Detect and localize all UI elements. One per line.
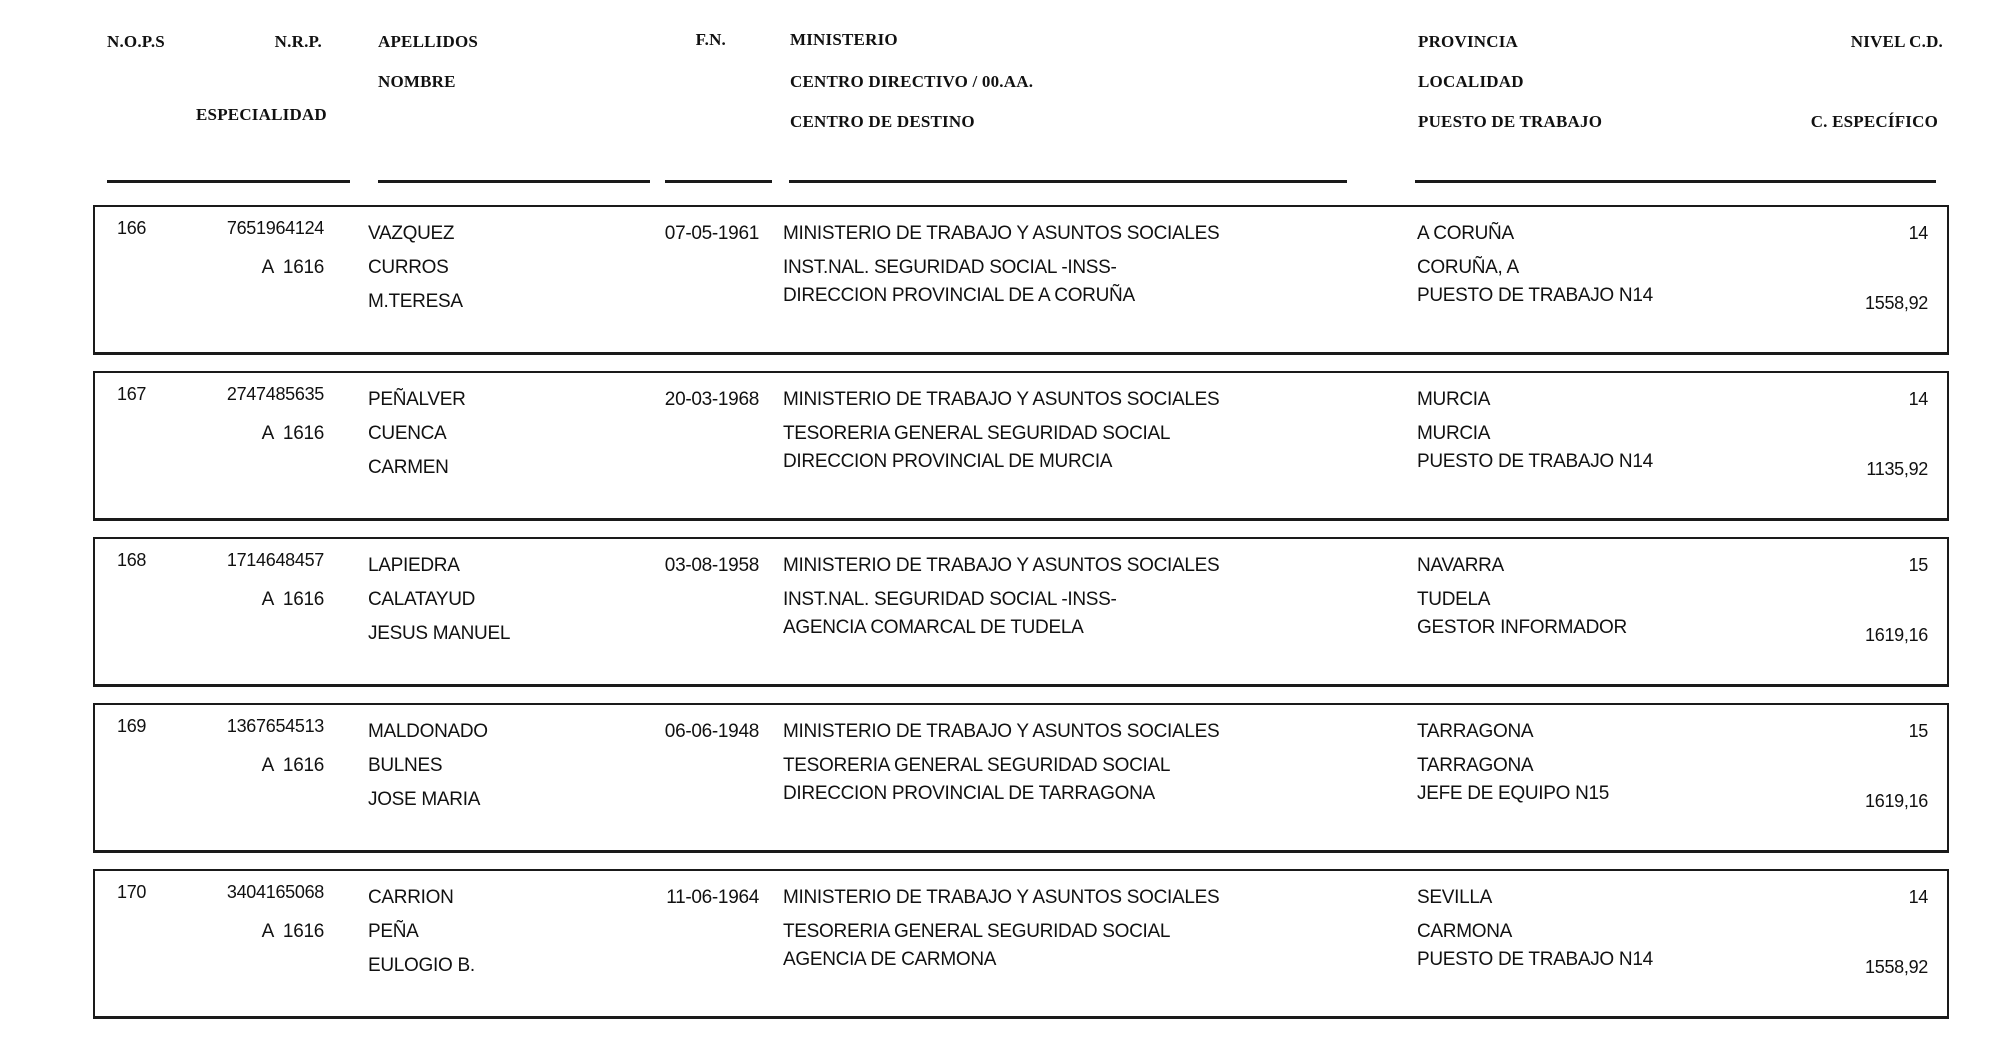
record-nops: 168: [117, 550, 147, 570]
record-nivel: 15: [1908, 555, 1928, 575]
record-centro-directivo: TESORERIA GENERAL SEGURIDAD SOCIAL: [783, 755, 1171, 776]
record-localidad: CARMONA: [1417, 921, 1513, 942]
record-especialidad: A 1616: [261, 589, 324, 610]
record-especifico: 1135,92: [1866, 459, 1928, 479]
record-localidad: MURCIA: [1417, 423, 1491, 444]
record-nombre: EULOGIO B.: [368, 955, 475, 976]
record-apellido1: LAPIEDRA: [368, 555, 460, 576]
record-apellido1: CARRION: [368, 887, 454, 908]
record-localidad: CORUÑA, A: [1417, 257, 1519, 278]
header-underline-4: [789, 180, 1347, 183]
record-especialidad: A 1616: [261, 921, 324, 942]
record-especialidad: A 1616: [261, 257, 324, 278]
record-nivel: 14: [1908, 887, 1928, 907]
header-underline-2: [378, 180, 650, 183]
header-localidad: LOCALIDAD: [1418, 72, 1524, 91]
record-puesto: PUESTO DE TRABAJO N14: [1417, 451, 1653, 472]
record-fn: 03-08-1958: [664, 555, 759, 576]
header-centro-destino: CENTRO DE DESTINO: [790, 112, 975, 131]
record-centro-destino: DIRECCION PROVINCIAL DE TARRAGONA: [783, 783, 1155, 804]
record-apellido1: VAZQUEZ: [368, 223, 455, 244]
record-nops: 166: [117, 218, 147, 238]
record-ministerio: MINISTERIO DE TRABAJO Y ASUNTOS SOCIALES: [783, 887, 1220, 908]
record-box: [93, 537, 1949, 687]
record-box: [93, 205, 1949, 355]
record-especifico: 1558,92: [1865, 957, 1928, 977]
record-centro-destino: AGENCIA COMARCAL DE TUDELA: [783, 617, 1084, 638]
record-nrp: 1714648457: [226, 550, 324, 570]
record-centro-destino: DIRECCION PROVINCIAL DE A CORUÑA: [783, 285, 1135, 306]
record-puesto: PUESTO DE TRABAJO N14: [1417, 285, 1653, 306]
record-fn: 07-05-1961: [664, 223, 759, 244]
record-centro-directivo: TESORERIA GENERAL SEGURIDAD SOCIAL: [783, 921, 1171, 942]
record-provincia: A CORUÑA: [1417, 223, 1514, 244]
record-nombre: JOSE MARIA: [368, 789, 481, 810]
record-apellido1: PEÑALVER: [368, 389, 466, 410]
record-nrp: 1367654513: [226, 716, 324, 736]
record-nrp: 3404165068: [226, 882, 324, 902]
record-ministerio: MINISTERIO DE TRABAJO Y ASUNTOS SOCIALES: [783, 389, 1220, 410]
record-nops: 170: [117, 882, 147, 902]
record-localidad: TUDELA: [1417, 589, 1491, 610]
record-apellido2: CALATAYUD: [368, 589, 476, 610]
record-localidad: TARRAGONA: [1417, 755, 1534, 776]
record-fn: 11-06-1964: [666, 887, 759, 908]
record-ministerio: MINISTERIO DE TRABAJO Y ASUNTOS SOCIALES: [783, 721, 1220, 742]
record-apellido1: MALDONADO: [368, 721, 488, 742]
record-ministerio: MINISTERIO DE TRABAJO Y ASUNTOS SOCIALES: [783, 555, 1220, 576]
header-fn: F.N.: [695, 30, 726, 49]
record-apellido2: PEÑA: [368, 921, 419, 942]
record-provincia: TARRAGONA: [1417, 721, 1534, 742]
record-box: [93, 371, 1949, 521]
record-box: [93, 869, 1949, 1019]
record-nivel: 15: [1908, 721, 1928, 741]
header-apellidos: APELLIDOS: [378, 32, 479, 51]
record-nops: 169: [117, 716, 147, 736]
header-underline-3: [665, 180, 772, 183]
header-provincia: PROVINCIA: [1418, 32, 1519, 51]
record-puesto: JEFE DE EQUIPO N15: [1417, 783, 1610, 804]
record-nrp: 2747485635: [226, 384, 324, 404]
header-nops: N.O.P.S: [107, 32, 165, 51]
header-nrp: N.R.P.: [274, 32, 322, 51]
record-puesto: PUESTO DE TRABAJO N14: [1417, 949, 1653, 970]
record-box: [93, 703, 1949, 853]
record-centro-directivo: INST.NAL. SEGURIDAD SOCIAL -INSS-: [783, 589, 1117, 610]
record-apellido2: CUENCA: [368, 423, 447, 444]
record-fn: 20-03-1968: [664, 389, 759, 410]
record-nombre: CARMEN: [368, 457, 449, 478]
record-especifico: 1558,92: [1865, 293, 1928, 313]
record-provincia: MURCIA: [1417, 389, 1491, 410]
record-nrp: 7651964124: [226, 218, 324, 238]
record-centro-directivo: INST.NAL. SEGURIDAD SOCIAL -INSS-: [783, 257, 1117, 278]
record-puesto: GESTOR INFORMADOR: [1417, 617, 1627, 638]
header-ministerio: MINISTERIO: [790, 30, 898, 49]
record-apellido2: BULNES: [368, 755, 443, 776]
record-especialidad: A 1616: [261, 423, 324, 444]
header-nivel: NIVEL C.D.: [1850, 32, 1943, 51]
record-apellido2: CURROS: [368, 257, 449, 278]
record-provincia: NAVARRA: [1417, 555, 1504, 576]
header-especialidad: ESPECIALIDAD: [196, 105, 327, 124]
header-centro-directivo: CENTRO DIRECTIVO / 00.AA.: [790, 72, 1034, 91]
record-fn: 06-06-1948: [664, 721, 759, 742]
record-provincia: SEVILLA: [1417, 887, 1493, 908]
header-nombre: NOMBRE: [378, 72, 456, 91]
record-centro-destino: AGENCIA DE CARMONA: [783, 949, 997, 970]
header-especifico: C. ESPECÍFICO: [1810, 112, 1938, 131]
record-nombre: M.TERESA: [368, 291, 463, 312]
record-nops: 167: [117, 384, 147, 404]
record-nivel: 14: [1908, 389, 1928, 409]
header-puesto: PUESTO DE TRABAJO: [1418, 112, 1603, 131]
record-especifico: 1619,16: [1865, 791, 1928, 811]
record-nombre: JESUS MANUEL: [368, 623, 511, 644]
header-underline-1: [107, 180, 350, 183]
record-centro-directivo: TESORERIA GENERAL SEGURIDAD SOCIAL: [783, 423, 1171, 444]
record-especialidad: A 1616: [261, 755, 324, 776]
record-centro-destino: DIRECCION PROVINCIAL DE MURCIA: [783, 451, 1113, 472]
header-underline-5: [1415, 180, 1936, 183]
record-nivel: 14: [1908, 223, 1928, 243]
record-ministerio: MINISTERIO DE TRABAJO Y ASUNTOS SOCIALES: [783, 223, 1220, 244]
record-especifico: 1619,16: [1865, 625, 1928, 645]
